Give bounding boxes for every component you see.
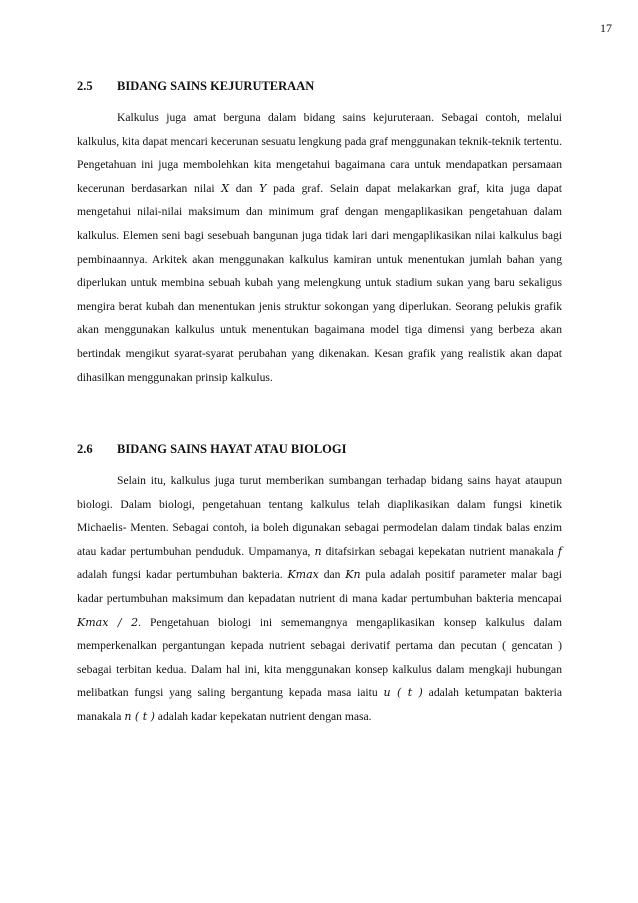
math-variable-n: n <box>314 544 322 558</box>
paragraph-text: pula adalah positif parameter malar bagi kadar pertumbuhan maksimum dan kepadatan nutrient di mana kadar pertumbuhan bakteria mencapai <box>77 568 562 605</box>
paragraph-text: . Pengetahuan biologi ini sememangnya mengaplikasikan konsep kalkulus dalam memperkenalkan pergantungan kepada nutrient sebagai derivatif pertama dan pecutan ( gencatan ) sebagai terbitan kedua. Dalam hal ini, kita menggunakan konsep kalkulus dalam mengkaji hubungan melibatkan fungsi yang saling bergantung kepada masa iaitu <box>77 615 563 700</box>
paragraph-text: ditafsirkan sebagai kepekatan nutrient manakala <box>321 544 558 558</box>
math-function-u-t: u ( t ) <box>383 686 423 700</box>
section-heading <box>77 441 562 457</box>
paragraph-text: Kalkulus juga amat berguna dalam bidang sains kejuruteraan. Sebagai contoh, melalui kalkulus, kita dapat mencari kecerunan sesuatu lengkung pada graf menggunakan teknik-teknik tertentu. Pengetahuan ini juga membolehkan kita mengetahui bagaimana cara untuk mendapatkan persamaan kecerunan berdasarkan nilai <box>77 111 562 195</box>
math-variable-f: f <box>557 544 562 558</box>
paragraph-text: Selain itu, kalkulus juga turut memberikan sumbangan terhadap bidang sains hayat ataupun biologi. Dalam biologi, pengetahuan tentang kalkulus telah diaplikasikan dalam fungsi kinetik Michaelis- Menten. Sebagai contoh, ia boleh digunakan sebagai permodelan dalam tindak balas enzim atau kadar pertumbuhan penduduk. Umpamanya, <box>77 474 562 558</box>
paragraph-text: adalah ketumpatan bakteria manakala <box>77 686 562 723</box>
section-number: 2.5 <box>77 79 93 93</box>
section-biology <box>77 441 562 729</box>
section-engineering <box>77 78 562 389</box>
paragraph-text: dan <box>229 181 260 195</box>
paragraph-text: pada graf. Selain dapat melakarkan graf, kita juga dapat mengetahui nilai-nilai maksimum dan minimum graf dengan mengaplikasikan pengetahuan dalam kalkulus. Elemen seni bagi sesebuah bangunan juga tidak lari dari mengaplikasikan nilai kalkulus bagi pembinaannya. Arkitek akan menggunakan kalkulus kamiran untuk menentukan jumlah bahan yang diperlukan untuk membina sebuah kubah yang melengkung untuk stadium sukan yang baru sekaligus mengira berat kubah dan menentukan jenis struktur sokongan yang diperlukan. Seorang pelukis grafik akan menggunakan kalkulus untuk menentukan bagaimana model tiga dimensi yang berbeza akan bertindak mengikut syarat-syarat perubahan yang dikenakan. Kesan grafik yang realistik akan dapat dihasilkan menggunakan prinsip kalkulus. <box>77 181 562 384</box>
section-number: 2.6 <box>77 442 93 456</box>
math-variable-x: X <box>221 181 230 195</box>
math-expression-kmax-half: Kmax / 2 <box>77 615 139 629</box>
section-paragraph <box>77 106 562 389</box>
paragraph-text: adalah fungsi kadar pertumbuhan bakteria. <box>77 568 288 582</box>
section-heading <box>77 78 562 94</box>
math-variable-kn: Kn <box>345 568 361 582</box>
paragraph-text: dan <box>318 568 346 582</box>
math-variable-kmax: Kmax <box>287 568 319 582</box>
page-number: 17 <box>600 21 612 35</box>
section-paragraph <box>77 469 562 729</box>
math-variable-y: Y <box>259 181 267 195</box>
section-title: BIDANG SAINS HAYAT ATAU BIOLOGI <box>117 442 347 456</box>
math-function-n-t: n ( t ) <box>124 709 155 723</box>
section-title: BIDANG SAINS KEJURUTERAAN <box>117 79 315 93</box>
paragraph-text: adalah kadar kepekatan nutrient dengan masa. <box>154 709 372 723</box>
